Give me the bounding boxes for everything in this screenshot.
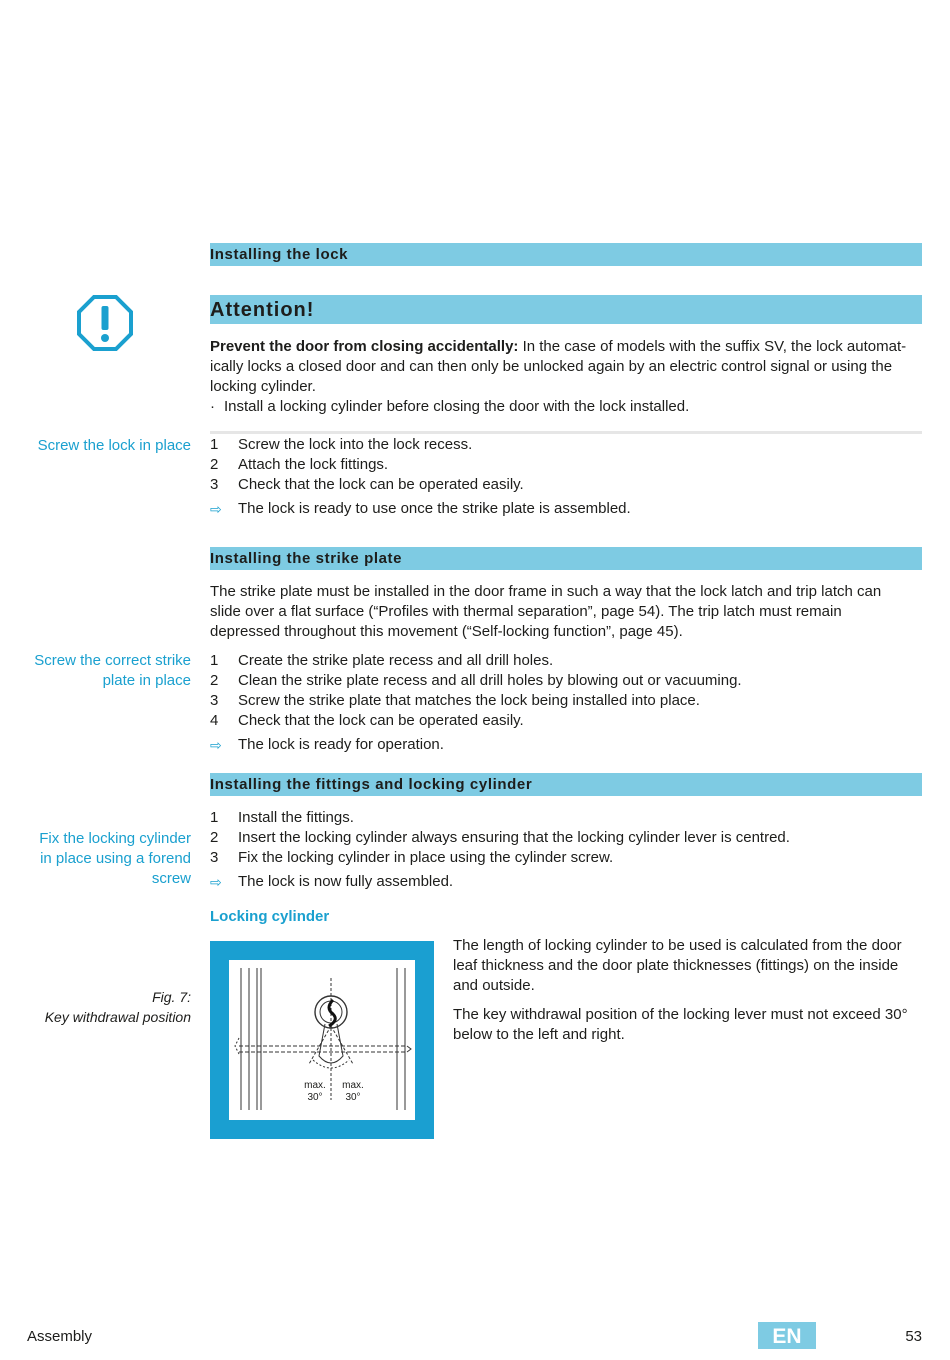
footer-section-name: Assembly (27, 1328, 93, 1345)
figure-canvas (229, 960, 415, 1120)
bullet-mark: · (210, 398, 215, 415)
attention-line1: In the case of models with the suffix SV, the lock automat- (518, 338, 907, 355)
attention-heading: Attention! (210, 295, 922, 324)
strike-plate-intro: The strike plate must be installed in the door frame in such a way that the lock latch and trip latch can slide over a flat surface (“Profiles with thermal separation”, page 54). The trip latch must remain depressed throughout this movement (“Self-locking function”, page 45). (210, 583, 882, 640)
section-heading-installing-lock: Installing the lock (210, 243, 922, 266)
figure-caption: Fig. 7: Key withdrawal position (44, 989, 191, 1025)
attention-line2: ically locks a closed door and can then only be unlocked again by an electric control signal or using the (210, 358, 893, 375)
language-badge: EN (758, 1322, 816, 1349)
cylinder-description: The length of locking cylinder to be used is calculated from the door leaf thickness and the door plate thicknesses (fittings) on the inside and outside. The key withdrawal position of the locking lever must not exceed 30° below to the left and right. (453, 937, 908, 1043)
attention-line3: locking cylinder. (210, 378, 316, 395)
result-arrow-icon: ⇨ (210, 874, 222, 890)
result-arrow-icon: ⇨ (210, 737, 222, 753)
divider (210, 431, 922, 434)
locking-cylinder-subheading: Locking cylinder (210, 908, 330, 925)
angle-label-right: max. 30° (342, 1080, 364, 1103)
section-heading-fittings-cylinder: Installing the fittings and locking cylinder (210, 773, 922, 796)
attention-bullet: · Install a locking cylinder before closing the door with the lock installed. (210, 398, 690, 415)
margin-note-strike-plate: Screw the correct strike plate in place (34, 652, 191, 689)
margin-note-screw-lock: Screw the lock in place (37, 437, 191, 454)
result-arrow-icon: ⇨ (210, 501, 222, 517)
attention-text (210, 337, 922, 417)
warning-octagon-icon (76, 294, 134, 352)
margin-note-fix-cylinder: Fix the locking cylinder in place using a forend screw (39, 830, 191, 887)
angle-label-left: max. 30° (304, 1080, 326, 1103)
page-number: 53 (905, 1328, 922, 1345)
figure-frame (210, 941, 434, 1139)
section-heading-strike-plate: Installing the strike plate (210, 547, 922, 570)
attention-lead: Prevent the door from closing accidentally: (210, 338, 519, 355)
